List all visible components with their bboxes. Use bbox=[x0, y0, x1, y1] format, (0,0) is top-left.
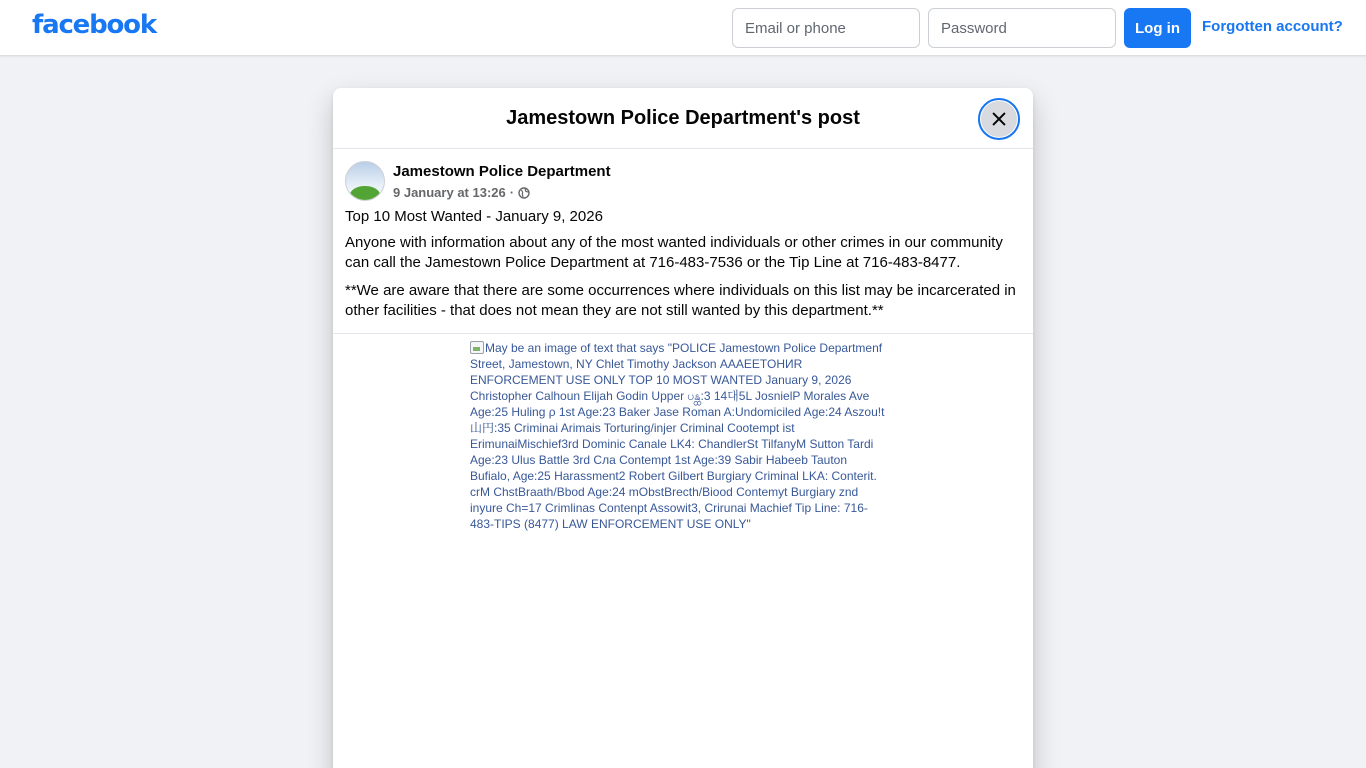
forgotten-account-link[interactable]: Forgotten account? bbox=[1202, 18, 1343, 35]
post-timestamp[interactable]: 9 January at 13:26 bbox=[393, 185, 506, 200]
post-image[interactable] bbox=[333, 333, 1033, 768]
post-paragraph: Anyone with information about any of the most wanted individuals or other crimes in our community can call the Jamestown Police Department at 716-483-7536 or the Tip Line at 716-483-8477. bbox=[345, 234, 1003, 271]
login-button[interactable]: Log in bbox=[1124, 8, 1191, 48]
post-author[interactable]: Jamestown Police Department bbox=[393, 163, 611, 180]
top-bar bbox=[0, 0, 1366, 56]
post-paragraph: Top 10 Most Wanted - January 9, 2026 bbox=[345, 208, 603, 225]
password-field[interactable] bbox=[928, 8, 1116, 48]
close-button[interactable] bbox=[978, 98, 1020, 140]
dialog-header bbox=[333, 88, 1033, 149]
email-field[interactable] bbox=[732, 8, 920, 48]
post-header bbox=[333, 149, 1033, 205]
post-body bbox=[333, 207, 1033, 321]
post-dialog bbox=[333, 88, 1033, 768]
globe-icon[interactable] bbox=[518, 187, 530, 199]
post-paragraph: **We are aware that there are some occurrences where individuals on this list may be incarcerated in other facilities - that does not mean they are not still wanted by this department.** bbox=[345, 282, 1016, 319]
facebook-logo[interactable]: facebook bbox=[32, 10, 156, 40]
image-alt-text bbox=[470, 340, 890, 532]
broken-image-icon bbox=[470, 341, 484, 354]
meta-separator: · bbox=[509, 185, 515, 200]
post-meta bbox=[393, 185, 530, 200]
image-alt-label: May be an image of text that says "POLICE Jamestown Police Departmenf Street, Jamestown, NY Chlet Timothy Jackson ААAEETOHИR ENFORCEMENT USE ONLY TOP 10 MOST WANTED January 9, 2026 Christopher Calhoun Elijah Godin Upper ပန္ထ:3 14대5L JosnielP Morales Ave Age:25 Huling ρ 1st Age:23 Baker Jase Roman A:Undomiciled Age:24 Aszou!t 山円:35 Criminai Arimais Torturing/injer Criminal Cootempt ist ErimunaiMischief3rd Dominic Canale LK4: ChandlerSt TilfanyM Sutton Tardi Age:23 Ulus Battle 3rd Сла Contempt 1st Age:39 Sabir Habeeb Tauton Bufialo, Age:25 Harassment2 Robert Gilbert Burgiary Criminal LKA: Conterit. crM ChstBraath/Bbod Age:24 mObstBrecth/Biood Contemyt Burgiary znd inyure Ch=17 Crimlinas Contenpt Assowit3, Crirunai Machief Tip Line: 716-483-TIPS (8477) LAW ENFORCEMENT USE ONLY" bbox=[470, 341, 885, 531]
avatar[interactable] bbox=[345, 161, 385, 201]
close-icon bbox=[990, 110, 1008, 128]
dialog-title: Jamestown Police Department's post bbox=[506, 107, 860, 129]
